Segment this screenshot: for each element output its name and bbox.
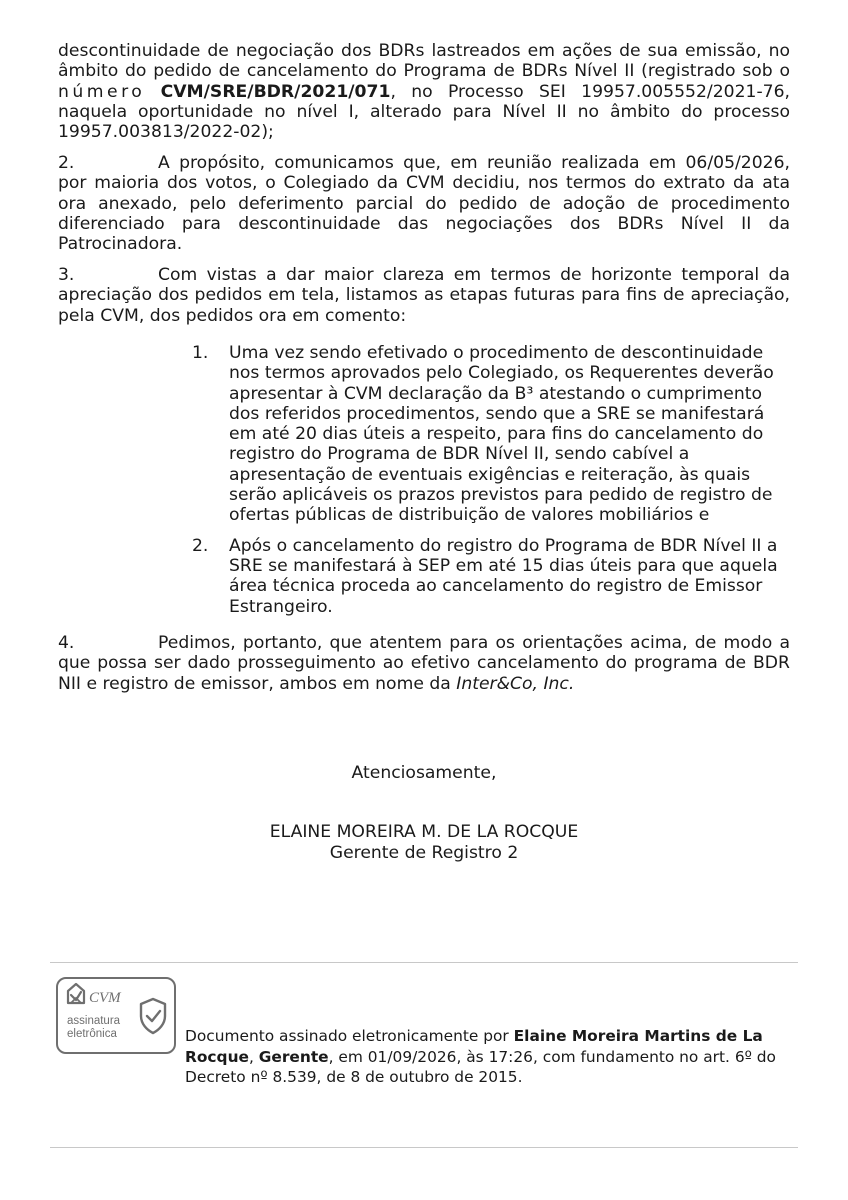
steps-list (192, 343, 792, 627)
signer-role: Gerente de Registro 2 (329, 843, 519, 863)
seal-line-2: eletrônica (67, 1028, 117, 1040)
shield-icon (141, 999, 165, 1033)
paragraph-text: A propósito, comunicamos que, em reunião realizada em 06/05/2026, por maioria dos votos, o Colegiado da CVM decidiu, nos termos do extrato da ata ora anexado, pelo deferimento parcial do pedido de adoção de procedimento diferenciado para descontinuidade das negociações dos BDRs Nível II da Patrocinadora. (58, 153, 790, 255)
list-item-number: 1. (192, 343, 209, 363)
company-name: Inter&Co, Inc. (456, 673, 575, 694)
paragraph-text: Com vistas a dar maior clareza em termos de horizonte temporal da apreciação dos pedidos em tela, listamos as etapas futuras para fins de apreciação, pela CVM, dos pedidos ora em comento: (58, 265, 790, 326)
list-item (192, 343, 792, 526)
list-item-number: 2. (192, 535, 209, 556)
signature-text: , em 01/09/2026, às 17:26, com fundamento no art. 6º do Decreto nº 8.539, de 8 de outubro de 2015. (185, 1047, 776, 1086)
divider-bottom (50, 1147, 798, 1148)
list-item-text: Após o cancelamento do registro do Programa de BDR Nível II a SRE se manifestará à SEP em até 15 dias úteis para que aquela área técnica proceda ao cancelamento do registro de Emissor Estrangeiro. (229, 535, 778, 617)
signature-statement (185, 1026, 790, 1088)
signature-signer: Elaine Moreira Martins de La Rocque (185, 1027, 763, 1066)
electronic-signature-seal (56, 977, 176, 1054)
divider-top (50, 962, 798, 963)
list-item-text: Uma vez sendo efetivado o procedimento de descontinuidade nos termos aprovados pelo Colegiado, os Requerentes deverão apresentar à CVM declaração da B³ atestando o cumprimento dos referidos procedimentos, sendo que a SRE se manifestará em até 20 dias úteis a respeito, para fins do cancelamento do registro do Programa de BDR Nível II, sendo cabível a apresentação de eventuais exigências e reiteração, às quais serão aplicáveis os prazos previstos para pedido de registro de ofertas públicas de distribuição de valores mobiliários e (229, 343, 774, 526)
signature-title: Gerente (258, 1047, 329, 1066)
paragraph-text: Pedimos, portanto, que atentem para os orientações acima, de modo a que possa ser dado prosseguimento ao efetivo cancelamento do programa de BDR NII e registro de emissor, ambos em nome da (58, 633, 790, 694)
paragraph-3 (58, 265, 790, 326)
registration-number: CVM/SRE/BDR/2021/071 (160, 81, 391, 102)
paragraph-2 (58, 153, 790, 254)
seal-line-1: assinatura (67, 1015, 121, 1027)
list-item (192, 536, 792, 617)
spaced-word: número (58, 81, 146, 102)
seal-icon (58, 979, 173, 1051)
signer-name: ELAINE MOREIRA M. DE LA ROCQUE (269, 822, 579, 842)
paragraph-number: 4. (58, 633, 75, 653)
paragraph-number: 2. (58, 153, 75, 173)
paragraph-continuation (58, 41, 790, 142)
paragraph-4 (58, 633, 790, 694)
paragraph-text: , no Processo SEI 19957.005552/2021-76, naquela oportunidade no nível I, alterado para Nível II no âmbito do processo 19957.003813/2022-02); (58, 81, 790, 143)
paragraph-number: 3. (58, 265, 75, 285)
closing-greeting: Atenciosamente, (351, 763, 497, 783)
signature-separator: , (248, 1047, 259, 1066)
signature-text: Documento assinado eletronicamente por (185, 1027, 514, 1045)
seal-brand: CVM (89, 990, 121, 1006)
paragraph-text: descontinuidade de negociação dos BDRs lastreados em ações de sua emissão, no âmbito do pedido de cancelamento do Programa de BDRs Nível II (registrado sob o (58, 41, 790, 82)
